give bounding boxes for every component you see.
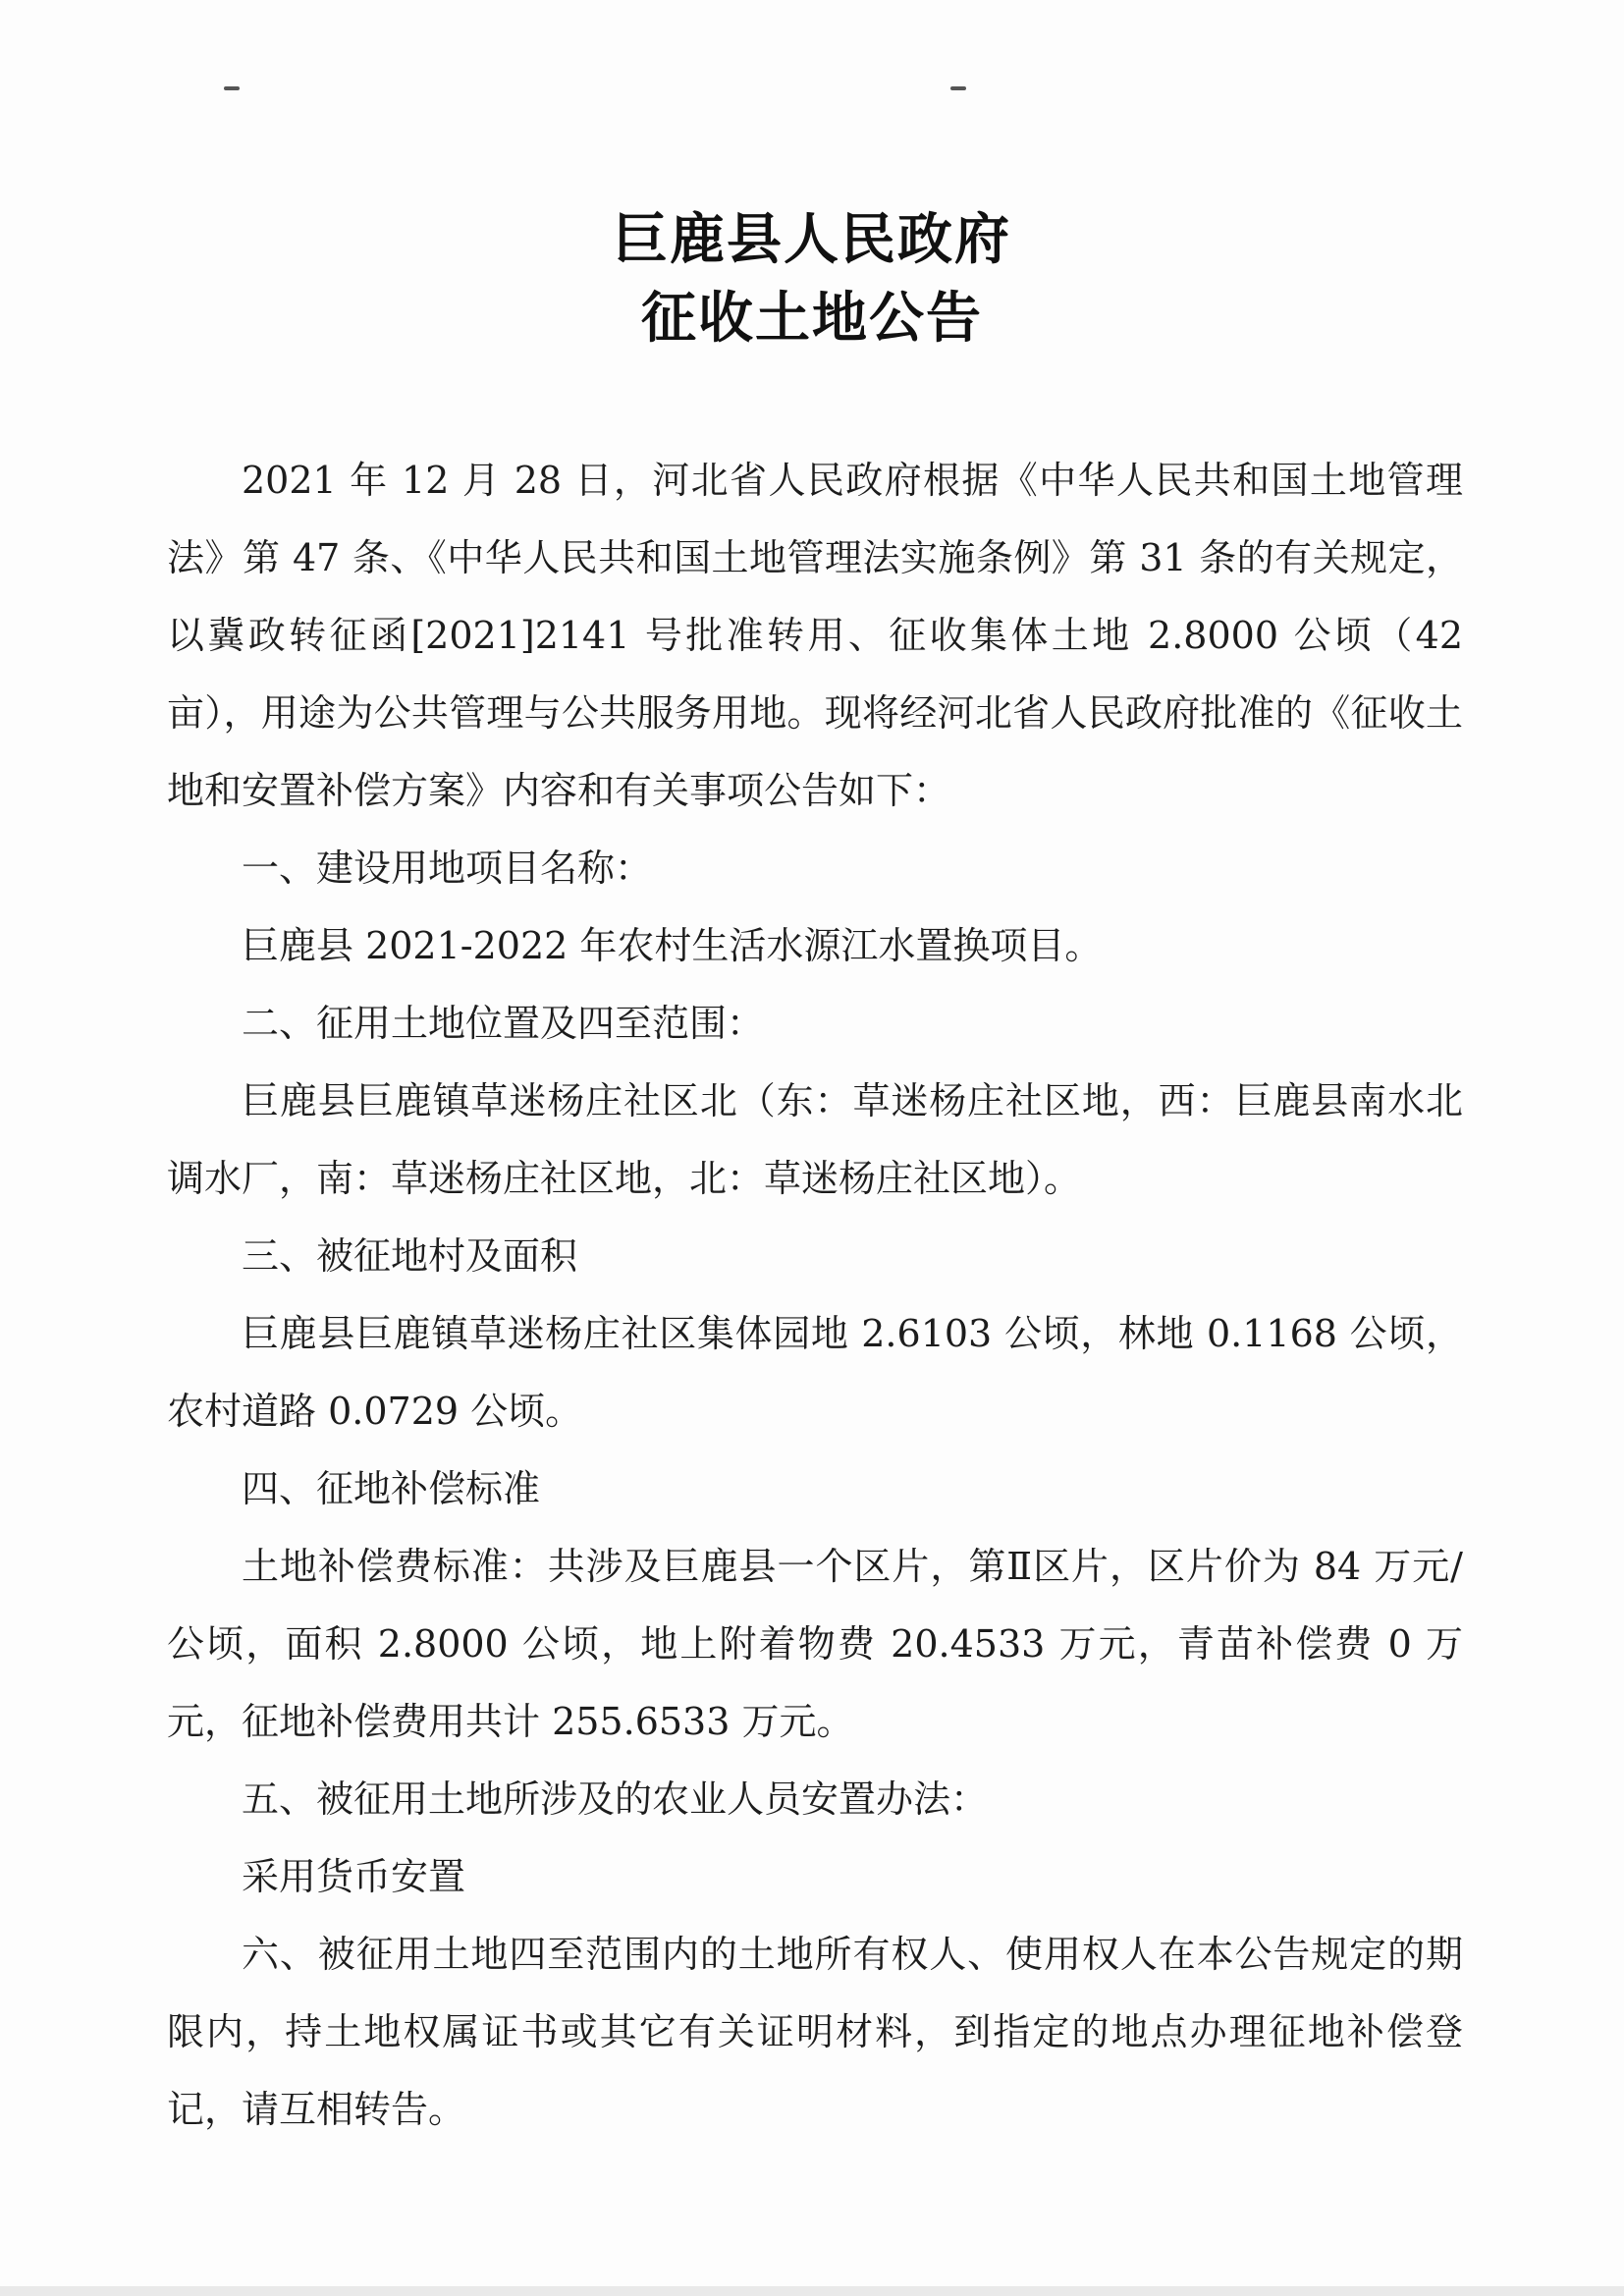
resettlement-text: 采用货币安置 (242, 1855, 466, 1898)
section-heading-compensation: 四、征地补偿标准 (242, 1467, 541, 1510)
registration-paragraph: 六、被征用土地四至范围内的土地所有权人、使用权人在本公告规定的期限内，持土地权属证书或其它有关证明材料，到指定的地点办理征地补偿登记，请互相转告。 (167, 1933, 1463, 2131)
title-issuer: 巨鹿县人民政府 (613, 208, 1011, 272)
project-name-text: 巨鹿县 2021-2022 年农村生活水源江水置换项目。 (242, 924, 1103, 967)
village-area-text: 巨鹿县巨鹿镇草迷杨庄社区集体园地 2.6103 公顷，林地 0.1168 公顷，农村道路 0.0729 公顷。 (167, 1312, 1463, 1433)
intro-paragraph: 2021 年 12 月 28 日，河北省人民政府根据《中华人民共和国土地管理法》第 47 条、《中华人民共和国土地管理法实施条例》第 31 条的有关规定，以冀政转征函[2021]2141 号批准转用、征收集体土地 2.8000 公顷（42 亩），用途为公共管理与公共服务用地。现将经河北省人民政府批准的《征收土地和安置补偿方案》内容和有关事项公告如下： (167, 459, 1463, 812)
scan-mark (950, 86, 966, 90)
section-heading-resettlement: 五、被征用土地所涉及的农业人员安置办法： (242, 1777, 989, 1821)
title-subject: 征收土地公告 (641, 287, 983, 351)
document-body (167, 442, 1463, 2149)
compensation-text: 土地补偿费标准：共涉及巨鹿县一个区片，第Ⅱ区片，区片价为 84 万元/公顷，面积 2.8000 公顷，地上附着物费 20.4533 万元，青苗补偿费 0 万元，征地补偿费用共计 255.6533 万元。 (167, 1545, 1463, 1743)
section-heading-village-area: 三、被征地村及面积 (242, 1234, 578, 1278)
scan-bottom-edge (0, 2286, 1624, 2296)
section-heading-location: 二、征用土地位置及四至范围： (242, 1002, 765, 1045)
document-title (0, 201, 1624, 358)
location-text: 巨鹿县巨鹿镇草迷杨庄社区北（东：草迷杨庄社区地，西：巨鹿县南水北调水厂，南：草迷杨庄社区地，北：草迷杨庄社区地）。 (167, 1079, 1463, 1200)
scan-mark (224, 86, 240, 90)
section-heading-project-name: 一、建设用地项目名称： (242, 847, 653, 890)
